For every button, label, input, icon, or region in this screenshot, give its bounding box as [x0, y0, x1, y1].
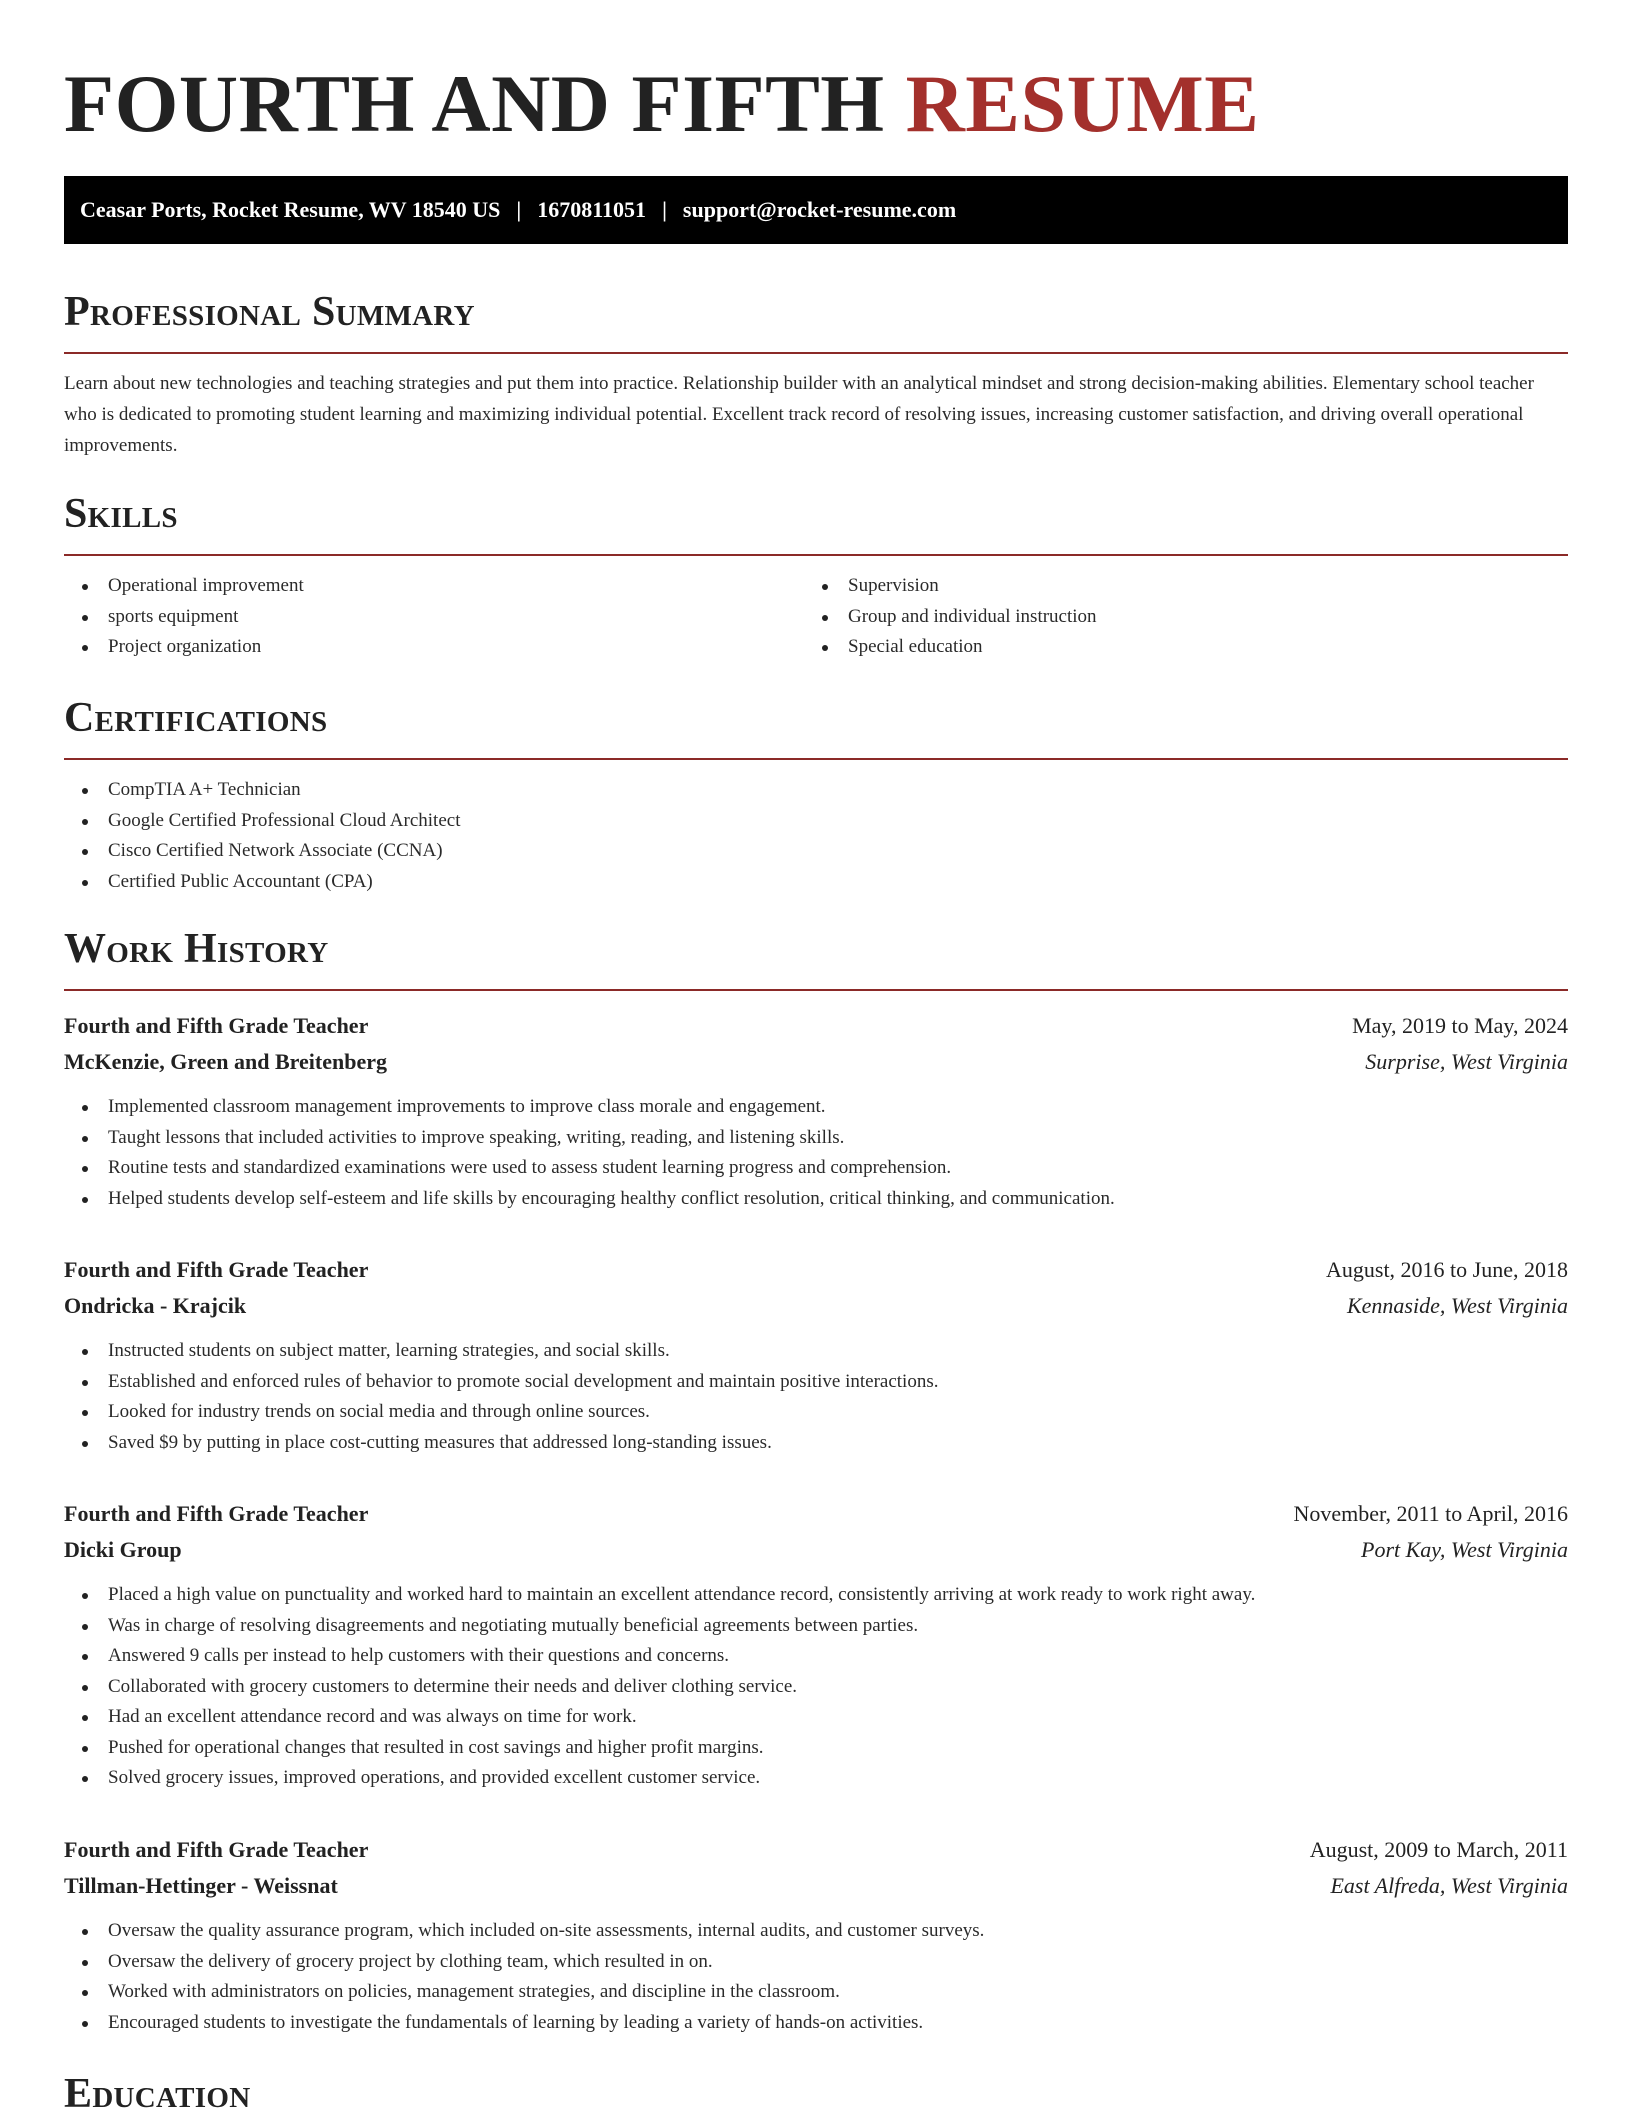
- contact-separator: |: [516, 197, 522, 222]
- job-bullet: Was in charge of resolving disagreements and negotiating mutually beneficial agreements between parties.: [64, 1611, 1568, 1642]
- job-company: Dicki Group: [64, 1537, 182, 1562]
- section-heading-skills: [64, 488, 1568, 556]
- job-bullet: Instructed students on subject matter, learning strategies, and social skills.: [64, 1336, 1568, 1367]
- section-heading-certifications: [64, 692, 1568, 760]
- contact-email[interactable]: support@rocket-resume.com: [682, 197, 957, 222]
- job-bullet: Solved grocery issues, improved operations, and provided excellent customer service.: [64, 1763, 1568, 1794]
- job-bullet: Worked with administrators on policies, management strategies, and discipline in the classroom.: [64, 1977, 1568, 2008]
- summary-text: Learn about new technologies and teaching strategies and put them into practice. Relationship builder with an analytical mindset and strong decision-making abilities. Elementary school teacher who is dedicated to promoting student learning and maximizing individual potential. Excellent track record of resolving issues, increasing customer satisfaction, and driving overall operational improvements.: [64, 373, 1534, 456]
- job-bullet: Routine tests and standardized examinations were used to assess student learning progress and comprehension.: [64, 1153, 1568, 1184]
- job-bullet: Answered 9 calls per instead to help customers with their questions and concerns.: [64, 1641, 1568, 1672]
- skill-item: Special education: [804, 632, 1504, 663]
- skill-item: Supervision: [804, 571, 1504, 602]
- work-history-heading: Work History: [64, 926, 329, 972]
- skill-item: Project organization: [64, 632, 764, 663]
- certification-item: Google Certified Professional Cloud Architect: [64, 806, 1064, 837]
- job-company-row: [64, 1868, 1568, 1904]
- skills-heading: Skills: [64, 491, 178, 537]
- skill-item: Operational improvement: [64, 571, 764, 602]
- job-bullet: Helped students develop self-esteem and life skills by encouraging healthy conflict resolution, critical thinking, and communication.: [64, 1184, 1568, 1215]
- job-header-row: [64, 1832, 1568, 1868]
- certifications-list: [64, 775, 1064, 897]
- section-heading-education: [64, 2068, 1568, 2112]
- job-bullets: [64, 1092, 1568, 1214]
- certification-item: CompTIA A+ Technician: [64, 775, 1064, 806]
- job-company-row: [64, 1044, 1568, 1080]
- contact-separator: |: [662, 197, 667, 222]
- job-header-row: [64, 1008, 1568, 1044]
- certifications-block: [64, 775, 1064, 897]
- job-bullet: Looked for industry trends on social media and through online sources.: [64, 1397, 1568, 1428]
- job-bullet: Oversaw the delivery of grocery project by clothing team, which resulted in on.: [64, 1947, 1568, 1978]
- job-bullet: Saved $9 by putting in place cost-cutting measures that addressed long-standing issues.: [64, 1428, 1568, 1459]
- job-company-row: [64, 1532, 1568, 1568]
- certification-item: Cisco Certified Network Associate (CCNA): [64, 836, 1064, 867]
- job-location: Port Kay, West Virginia: [1361, 1537, 1568, 1562]
- skills-list-left: [64, 571, 764, 663]
- job-header-row: [64, 1252, 1568, 1288]
- job-title: Fourth and Fifth Grade Teacher: [64, 1501, 369, 1526]
- certifications-heading: Certifications: [64, 695, 328, 741]
- certification-item: Certified Public Accountant (CPA): [64, 867, 1064, 898]
- job-entry: [64, 1252, 1568, 1458]
- job-bullet: Implemented classroom management improvements to improve class morale and engagement.: [64, 1092, 1568, 1123]
- job-bullets: [64, 1916, 1568, 2038]
- title-main: FOURTH AND FIFTH: [64, 58, 885, 149]
- job-company: Ondricka - Krajcik: [64, 1293, 247, 1318]
- skill-item: sports equipment: [64, 602, 764, 633]
- contact-bar: [64, 176, 1568, 244]
- skills-column-left: [64, 571, 764, 663]
- job-title: Fourth and Fifth Grade Teacher: [64, 1257, 369, 1282]
- job-dates: August, 2009 to March, 2011: [1309, 1837, 1568, 1862]
- job-header-row: [64, 1496, 1568, 1532]
- skills-list-right: [804, 571, 1504, 663]
- job-company: Tillman-Hettinger - Weissnat: [64, 1873, 338, 1898]
- summary-heading: Professional Summary: [64, 289, 475, 335]
- job-title: Fourth and Fifth Grade Teacher: [64, 1013, 369, 1038]
- job-bullet: Taught lessons that included activities to improve speaking, writing, reading, and listening skills.: [64, 1123, 1568, 1154]
- job-location: Kennaside, West Virginia: [1346, 1293, 1568, 1318]
- job-company: McKenzie, Green and Breitenberg: [64, 1049, 388, 1074]
- job-bullet: Oversaw the quality assurance program, which included on-site assessments, internal audits, and customer surveys.: [64, 1916, 1568, 1947]
- job-dates: August, 2016 to June, 2018: [1326, 1257, 1568, 1282]
- skills-column-right: [804, 571, 1504, 663]
- contact-address: Ceasar Ports, Rocket Resume, WV 18540 US: [80, 197, 501, 222]
- job-title: Fourth and Fifth Grade Teacher: [64, 1837, 369, 1862]
- job-bullets: [64, 1336, 1568, 1458]
- contact-phone: 1670811051: [537, 197, 647, 222]
- title-accent: RESUME: [905, 58, 1260, 149]
- education-heading: Education: [64, 2071, 251, 2112]
- job-entry: [64, 1496, 1568, 1794]
- job-bullet: Placed a high value on punctuality and worked hard to maintain an excellent attendance record, consistently arriving at work ready to work right away.: [64, 1580, 1568, 1611]
- job-location: Surprise, West Virginia: [1365, 1049, 1568, 1074]
- job-entry: [64, 1832, 1568, 2038]
- job-bullet: Collaborated with grocery customers to determine their needs and deliver clothing service.: [64, 1672, 1568, 1703]
- job-bullet: Encouraged students to investigate the fundamentals of learning by leading a variety of hands-on activities.: [64, 2008, 1568, 2039]
- section-heading-summary: [64, 286, 1568, 354]
- skill-item: Group and individual instruction: [804, 602, 1504, 633]
- job-entry: [64, 1008, 1568, 1214]
- job-company-row: [64, 1288, 1568, 1324]
- section-heading-work-history: [64, 923, 1568, 991]
- job-bullet: Pushed for operational changes that resulted in cost savings and higher profit margins.: [64, 1733, 1568, 1764]
- job-bullets: [64, 1580, 1568, 1794]
- job-dates: November, 2011 to April, 2016: [1293, 1501, 1568, 1526]
- job-dates: May, 2019 to May, 2024: [1352, 1013, 1568, 1038]
- job-bullet: Established and enforced rules of behavior to promote social development and maintain positive interactions.: [64, 1367, 1568, 1398]
- resume-title: [64, 58, 1259, 150]
- job-bullet: Had an excellent attendance record and was always on time for work.: [64, 1702, 1568, 1733]
- job-location: East Alfreda, West Virginia: [1330, 1873, 1568, 1898]
